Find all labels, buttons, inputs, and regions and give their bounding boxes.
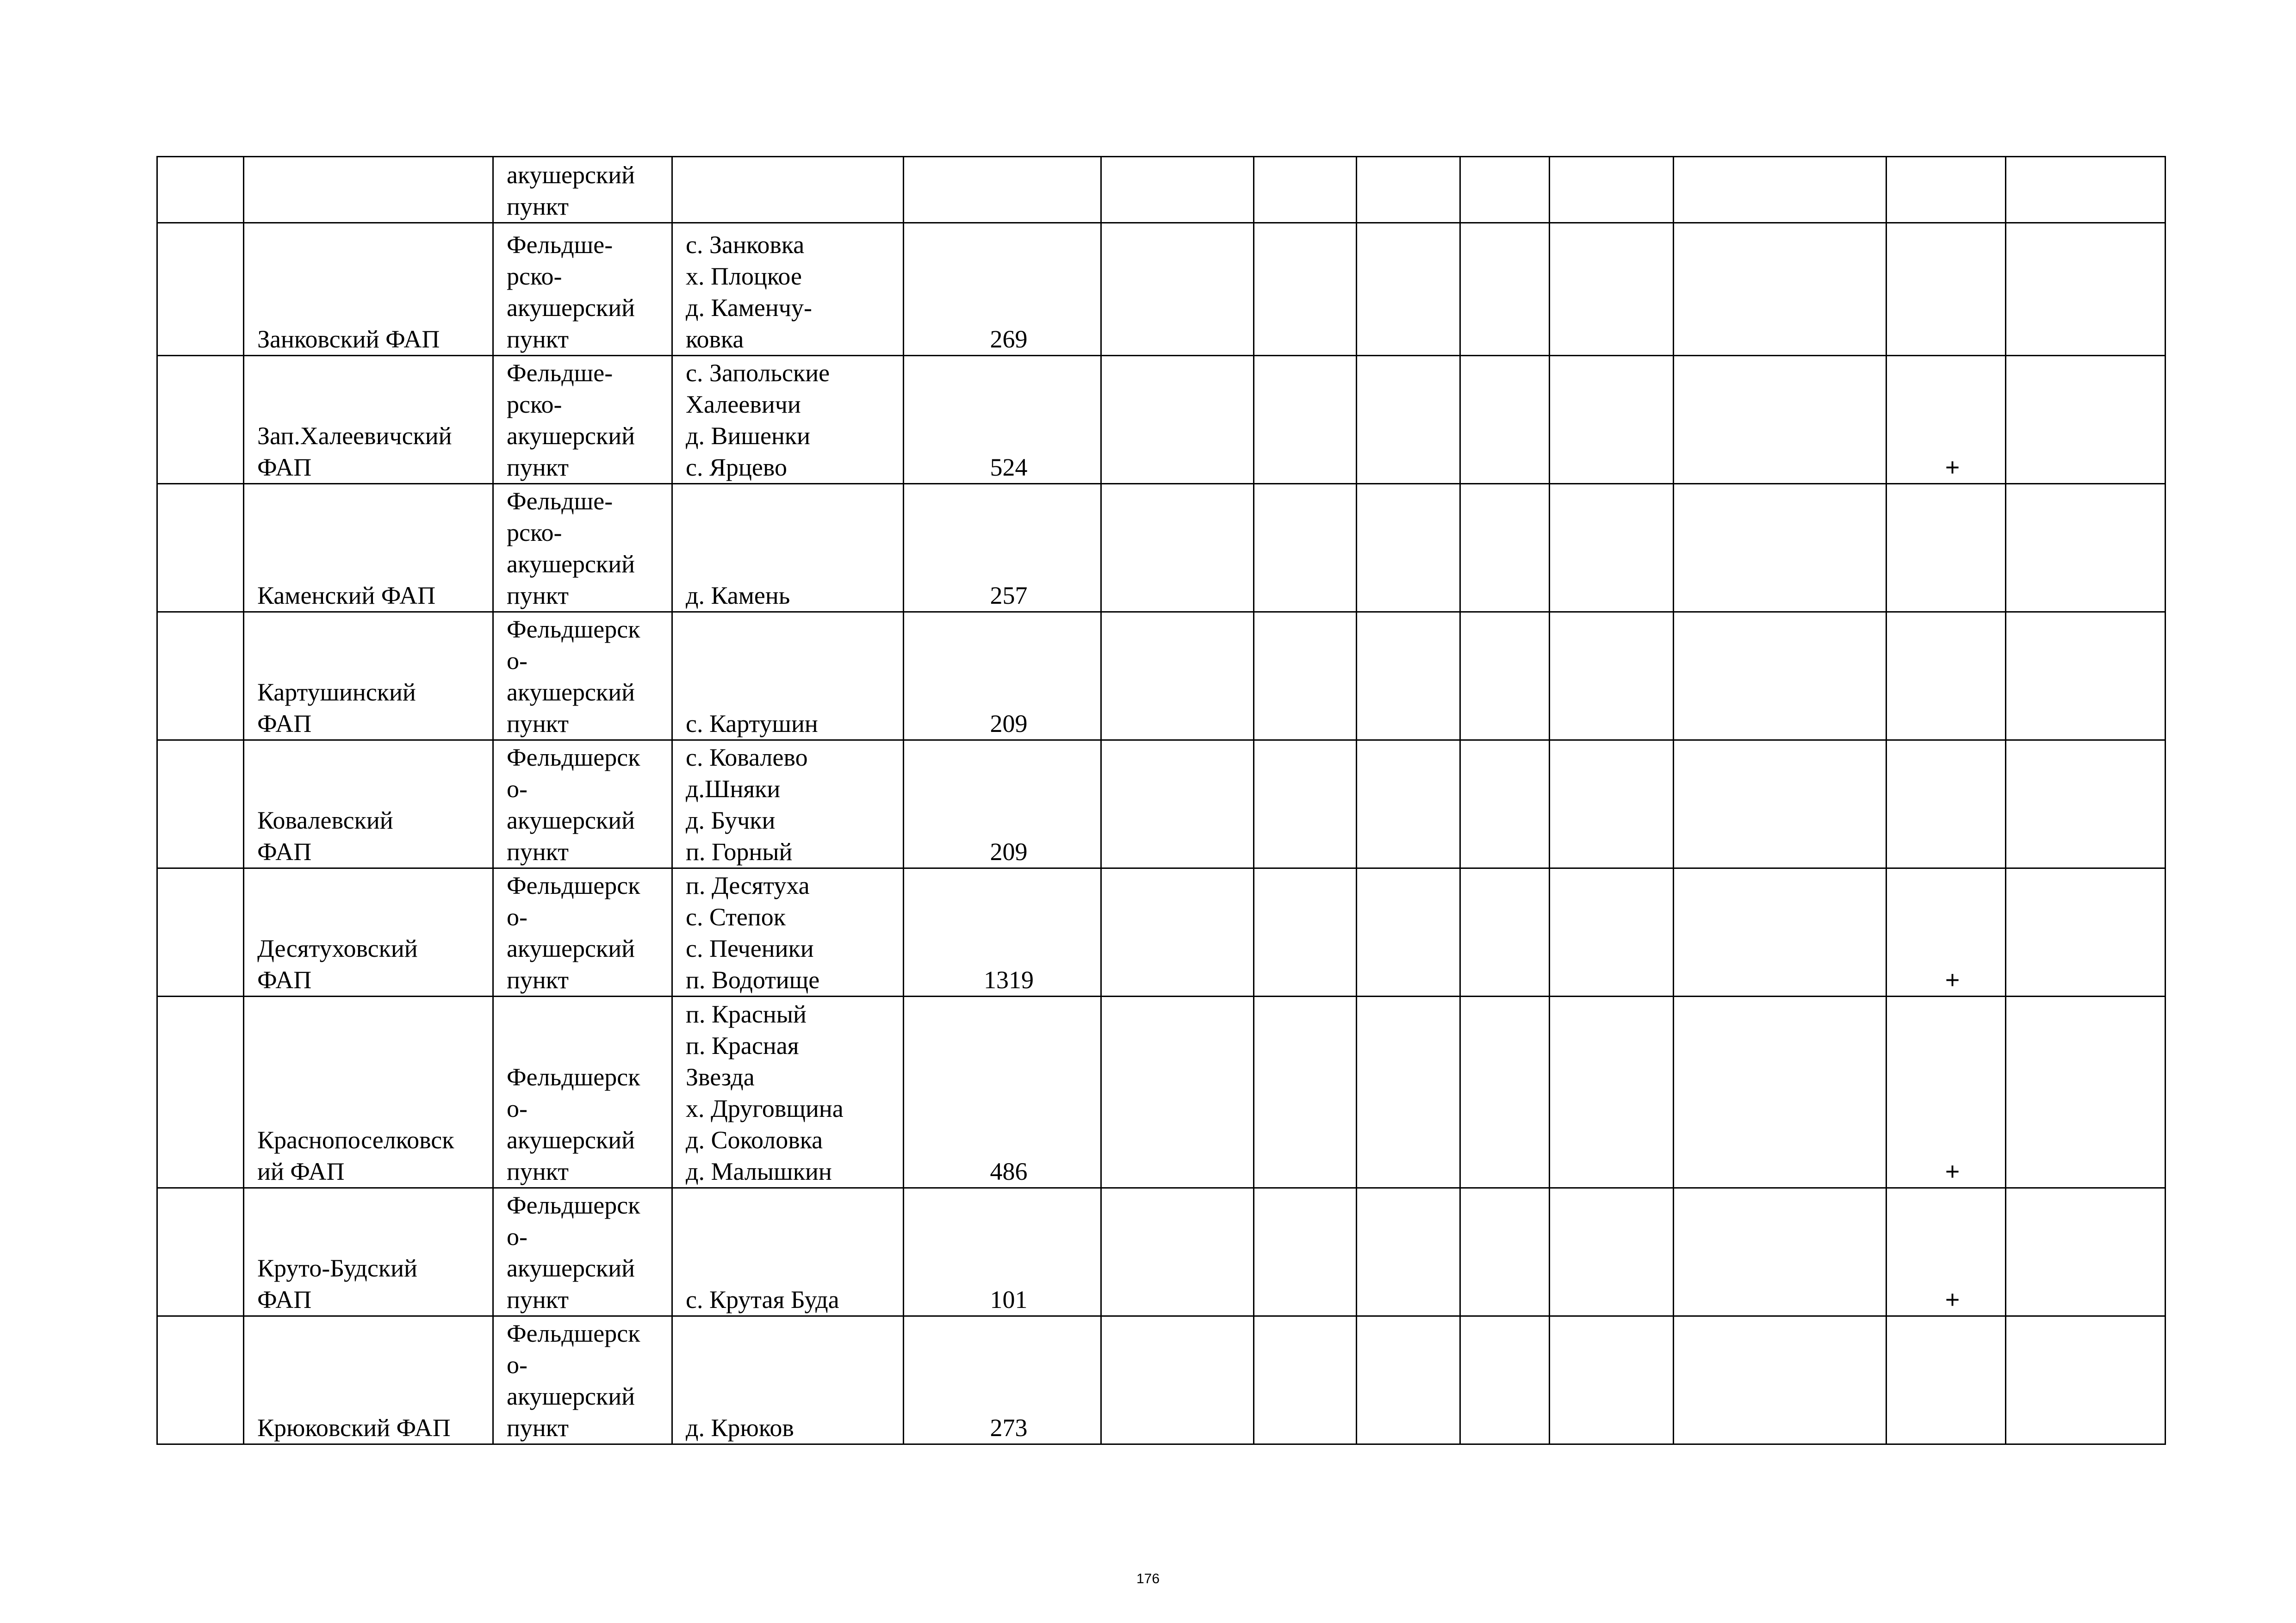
facility-type-cell: Фельдшерск о- акушерский пункт bbox=[493, 868, 672, 997]
empty-cell bbox=[1674, 223, 1886, 356]
row-index-cell bbox=[157, 157, 244, 223]
row-index-cell bbox=[157, 997, 244, 1188]
row-index-cell bbox=[157, 223, 244, 356]
settlements-cell: с. Запольские Халеевичи д. Вишенки с. Ярцево bbox=[672, 356, 904, 484]
empty-cell bbox=[1550, 997, 1674, 1188]
mark-cell bbox=[1886, 612, 2006, 740]
table-row bbox=[157, 484, 2166, 612]
facility-name-cell: Занковский ФАП bbox=[244, 223, 493, 356]
page-number: 176 bbox=[1136, 1571, 1160, 1586]
facility-type-cell: Фельдшерск о- акушерский пункт bbox=[493, 1188, 672, 1316]
empty-cell bbox=[1550, 612, 1674, 740]
table-row bbox=[157, 223, 2166, 356]
population-cell: 101 bbox=[904, 1188, 1101, 1316]
empty-cell bbox=[1357, 484, 1460, 612]
empty-cell bbox=[1674, 484, 1886, 612]
facility-name-cell: Каменский ФАП bbox=[244, 484, 493, 612]
table-row bbox=[157, 157, 2166, 223]
empty-cell bbox=[1550, 356, 1674, 484]
empty-cell bbox=[1254, 997, 1357, 1188]
row-index-cell bbox=[157, 868, 244, 997]
facility-name-cell: Краснопоселковск ий ФАП bbox=[244, 997, 493, 1188]
empty-cell bbox=[1101, 157, 1254, 223]
empty-cell bbox=[1674, 1316, 1886, 1444]
empty-cell bbox=[1101, 1316, 1254, 1444]
empty-cell bbox=[1460, 997, 1550, 1188]
facility-name-cell: Десятуховский ФАП bbox=[244, 868, 493, 997]
facility-name-cell: Картушинский ФАП bbox=[244, 612, 493, 740]
population-cell: 269 bbox=[904, 223, 1101, 356]
population-cell: 524 bbox=[904, 356, 1101, 484]
empty-cell bbox=[1101, 223, 1254, 356]
empty-cell bbox=[1550, 868, 1674, 997]
empty-cell bbox=[1357, 1316, 1460, 1444]
facility-table bbox=[156, 156, 2166, 1445]
table-row bbox=[157, 740, 2166, 868]
empty-cell bbox=[1674, 740, 1886, 868]
mark-cell bbox=[1886, 1316, 2006, 1444]
empty-cell bbox=[1254, 612, 1357, 740]
empty-cell bbox=[1674, 1188, 1886, 1316]
facility-name-cell: Круто-Будский ФАП bbox=[244, 1188, 493, 1316]
population-cell: 1319 bbox=[904, 868, 1101, 997]
empty-cell bbox=[1460, 612, 1550, 740]
empty-cell bbox=[2006, 997, 2166, 1188]
empty-cell bbox=[1550, 1188, 1674, 1316]
empty-cell bbox=[1254, 1316, 1357, 1444]
population-cell bbox=[904, 157, 1101, 223]
mark-cell bbox=[1886, 484, 2006, 612]
facility-type-cell: акушерский пункт bbox=[493, 157, 672, 223]
empty-cell bbox=[2006, 740, 2166, 868]
empty-cell bbox=[1101, 1188, 1254, 1316]
mark-cell: + bbox=[1886, 868, 2006, 997]
empty-cell bbox=[1460, 356, 1550, 484]
empty-cell bbox=[1674, 868, 1886, 997]
mark-cell: + bbox=[1886, 1188, 2006, 1316]
mark-cell bbox=[1886, 223, 2006, 356]
settlements-cell: д. Камень bbox=[672, 484, 904, 612]
empty-cell bbox=[1254, 1188, 1357, 1316]
facility-type-cell: Фельдше- рско- акушерский пункт bbox=[493, 484, 672, 612]
empty-cell bbox=[1254, 157, 1357, 223]
table-row bbox=[157, 997, 2166, 1188]
empty-cell bbox=[2006, 868, 2166, 997]
empty-cell bbox=[1254, 868, 1357, 997]
empty-cell bbox=[1254, 740, 1357, 868]
mark-cell: + bbox=[1886, 356, 2006, 484]
facility-type-cell: Фельдшерск о- акушерский пункт bbox=[493, 612, 672, 740]
facility-name-cell: Зап.Халеевичский ФАП bbox=[244, 356, 493, 484]
table-row bbox=[157, 1316, 2166, 1444]
settlements-cell: с. Картушин bbox=[672, 612, 904, 740]
empty-cell bbox=[1357, 356, 1460, 484]
empty-cell bbox=[1550, 1316, 1674, 1444]
empty-cell bbox=[1357, 1188, 1460, 1316]
empty-cell bbox=[1101, 740, 1254, 868]
empty-cell bbox=[1357, 223, 1460, 356]
settlements-cell: с. Занковка х. Плоцкое д. Каменчу- ковка bbox=[672, 223, 904, 356]
empty-cell bbox=[1550, 484, 1674, 612]
empty-cell bbox=[1101, 997, 1254, 1188]
row-index-cell bbox=[157, 740, 244, 868]
table-row bbox=[157, 356, 2166, 484]
row-index-cell bbox=[157, 1188, 244, 1316]
empty-cell bbox=[2006, 1316, 2166, 1444]
facility-name-cell bbox=[244, 157, 493, 223]
settlements-cell: п. Десятуха с. Степок с. Печеники п. Водотище bbox=[672, 868, 904, 997]
empty-cell bbox=[1460, 223, 1550, 356]
facility-name-cell: Крюковский ФАП bbox=[244, 1316, 493, 1444]
empty-cell bbox=[1460, 868, 1550, 997]
empty-cell bbox=[1101, 612, 1254, 740]
settlements-cell: с. Ковалево д.Шняки д. Бучки п. Горный bbox=[672, 740, 904, 868]
empty-cell bbox=[2006, 157, 2166, 223]
empty-cell bbox=[1674, 997, 1886, 1188]
empty-cell bbox=[1101, 356, 1254, 484]
empty-cell bbox=[1460, 740, 1550, 868]
mark-cell: + bbox=[1886, 997, 2006, 1188]
settlements-cell: с. Крутая Буда bbox=[672, 1188, 904, 1316]
settlements-cell bbox=[672, 157, 904, 223]
facility-name-cell: Ковалевский ФАП bbox=[244, 740, 493, 868]
population-cell: 209 bbox=[904, 612, 1101, 740]
empty-cell bbox=[2006, 484, 2166, 612]
facility-type-cell: Фельдшерск о- акушерский пункт bbox=[493, 1316, 672, 1444]
row-index-cell bbox=[157, 612, 244, 740]
empty-cell bbox=[1674, 356, 1886, 484]
empty-cell bbox=[1550, 223, 1674, 356]
population-cell: 486 bbox=[904, 997, 1101, 1188]
facility-type-cell: Фельдшерск о- акушерский пункт bbox=[493, 997, 672, 1188]
facility-type-cell: Фельдшерск о- акушерский пункт bbox=[493, 740, 672, 868]
empty-cell bbox=[1460, 157, 1550, 223]
mark-cell bbox=[1886, 157, 2006, 223]
table-row bbox=[157, 612, 2166, 740]
empty-cell bbox=[1357, 868, 1460, 997]
empty-cell bbox=[1101, 868, 1254, 997]
empty-cell bbox=[1101, 484, 1254, 612]
empty-cell bbox=[1550, 740, 1674, 868]
facility-type-cell: Фельдше- рско- акушерский пункт bbox=[493, 356, 672, 484]
empty-cell bbox=[1254, 356, 1357, 484]
empty-cell bbox=[2006, 356, 2166, 484]
empty-cell bbox=[1357, 612, 1460, 740]
empty-cell bbox=[2006, 223, 2166, 356]
mark-cell bbox=[1886, 740, 2006, 868]
settlements-cell: п. Красный п. Красная Звезда х. Друговщина д. Соколовка д. Малышкин bbox=[672, 997, 904, 1188]
population-cell: 273 bbox=[904, 1316, 1101, 1444]
empty-cell bbox=[1674, 157, 1886, 223]
row-index-cell bbox=[157, 1316, 244, 1444]
empty-cell bbox=[1550, 157, 1674, 223]
empty-cell bbox=[1674, 612, 1886, 740]
table-body bbox=[157, 157, 2166, 1444]
population-cell: 257 bbox=[904, 484, 1101, 612]
table-row bbox=[157, 1188, 2166, 1316]
row-index-cell bbox=[157, 356, 244, 484]
population-cell: 209 bbox=[904, 740, 1101, 868]
empty-cell bbox=[1460, 1316, 1550, 1444]
empty-cell bbox=[1357, 997, 1460, 1188]
empty-cell bbox=[1357, 157, 1460, 223]
settlements-cell: д. Крюков bbox=[672, 1316, 904, 1444]
facility-type-cell: Фельдше- рско- акушерский пункт bbox=[493, 223, 672, 356]
empty-cell bbox=[1254, 484, 1357, 612]
empty-cell bbox=[2006, 1188, 2166, 1316]
empty-cell bbox=[1460, 484, 1550, 612]
empty-cell bbox=[2006, 612, 2166, 740]
empty-cell bbox=[1254, 223, 1357, 356]
empty-cell bbox=[1357, 740, 1460, 868]
table-row bbox=[157, 868, 2166, 997]
row-index-cell bbox=[157, 484, 244, 612]
empty-cell bbox=[1460, 1188, 1550, 1316]
